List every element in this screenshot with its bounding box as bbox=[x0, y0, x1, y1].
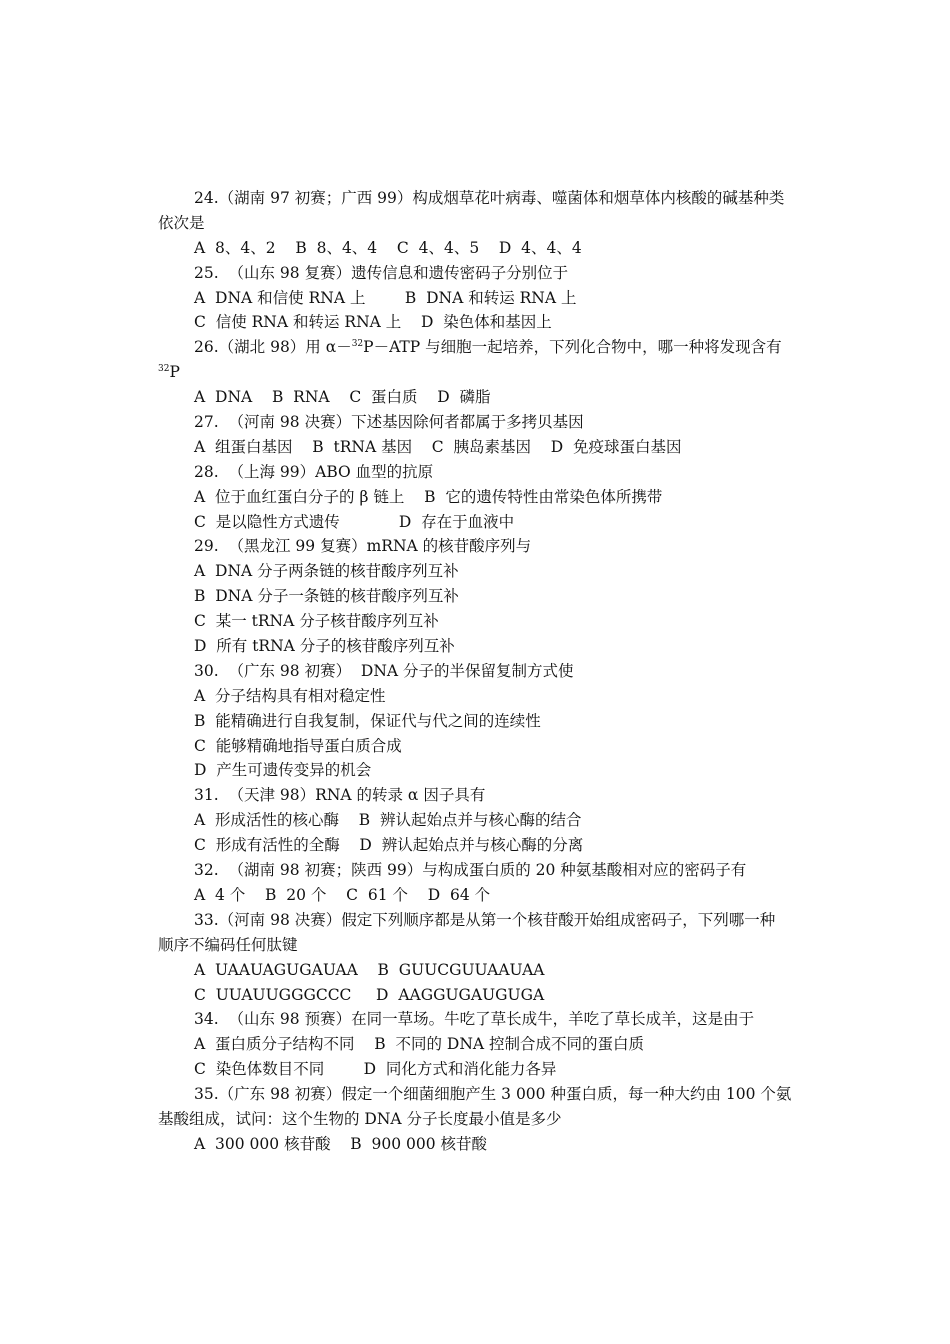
text-line bbox=[158, 286, 798, 311]
text-line bbox=[158, 933, 798, 958]
text-line bbox=[158, 783, 798, 808]
text-line bbox=[158, 335, 798, 360]
text-line bbox=[158, 1107, 798, 1132]
line-text: 35.（广东 98 初赛）假定一个细菌细胞产生 3 000 种蛋白质，每一种大约由 100 个氨 bbox=[194, 1085, 792, 1104]
line-text: 27. （河南 98 决赛）下述基因除何者都属于多拷贝基因 bbox=[194, 413, 584, 432]
line-text: 基酸组成，试问：这个生物的 DNA 分子长度最小值是多少 bbox=[158, 1109, 562, 1128]
line-text: 32. （湖南 98 初赛；陕西 99）与构成蛋白质的 20 种氨基酸相对应的密码子有 bbox=[194, 861, 747, 880]
line-text: A 4 个 B 20 个 C 61 个 D 64 个 bbox=[194, 885, 491, 904]
text-line bbox=[158, 510, 798, 535]
text-line bbox=[158, 709, 798, 734]
line-text: 31. （天津 98）RNA 的转录 α 因子具有 bbox=[194, 786, 486, 805]
line-text: 25. （山东 98 复赛）遗传信息和遗传密码子分别位于 bbox=[194, 263, 569, 282]
line-text: 34. （山东 98 预赛）在同一草场。牛吃了草长成牛，羊吃了草长成羊，这是由于 bbox=[194, 1010, 755, 1029]
line-text: A DNA 分子两条链的核苷酸序列互补 bbox=[194, 562, 459, 581]
line-text: C 信使 RNA 和转运 RNA 上 D 染色体和基因上 bbox=[194, 313, 552, 332]
line-text: 顺序不编码任何肽键 bbox=[158, 935, 298, 954]
line-text: A 300 000 核苷酸 B 900 000 核苷酸 bbox=[194, 1134, 488, 1153]
line-text: A 8、4、2 B 8、4、4 C 4、4、5 D 4、4、4 bbox=[194, 238, 582, 257]
line-text: 33.（河南 98 决赛）假定下列顺序都是从第一个核苷酸开始组成密码子，下列哪一种 bbox=[194, 910, 776, 929]
text-line bbox=[158, 758, 798, 783]
text-line bbox=[158, 833, 798, 858]
text-line bbox=[158, 958, 798, 983]
text-line bbox=[158, 684, 798, 709]
text-line bbox=[158, 410, 798, 435]
line-text: B DNA 分子一条链的核苷酸序列互补 bbox=[194, 587, 459, 606]
text-line bbox=[158, 659, 798, 684]
line-text: A 形成活性的核心酶 B 辨认起始点并与核心酶的结合 bbox=[194, 811, 582, 830]
superscript-text: 32 bbox=[351, 339, 364, 350]
text-line bbox=[158, 858, 798, 883]
line-text: C UUAUUGGGCCC D AAGGUGAUGUGA bbox=[194, 985, 545, 1004]
text-line bbox=[158, 908, 798, 933]
line-text: C 染色体数目不同 D 同化方式和消化能力各异 bbox=[194, 1060, 557, 1079]
line-text: 28. （上海 99）ABO 血型的抗原 bbox=[194, 462, 434, 481]
text-line bbox=[158, 236, 798, 261]
text-line bbox=[158, 310, 798, 335]
text-line bbox=[158, 1082, 798, 1107]
line-text: 24.（湖南 97 初赛；广西 99）构成烟草花叶病毒、噬菌体和烟草体内核酸的碱基种类 bbox=[194, 189, 785, 207]
text-line bbox=[158, 1057, 798, 1082]
text-line bbox=[158, 360, 798, 385]
line-text: A 分子结构具有相对稳定性 bbox=[194, 686, 386, 705]
line-text: A UAAUAGUGAUAA B GUUCGUUAAUAA bbox=[194, 960, 545, 979]
line-text: A DNA B RNA C 蛋白质 D 磷脂 bbox=[194, 388, 491, 407]
line-text: B 能精确进行自我复制，保证代与代之间的连续性 bbox=[194, 711, 541, 730]
text-line bbox=[158, 1007, 798, 1032]
text-line bbox=[158, 584, 798, 609]
line-text-continued: P bbox=[169, 363, 180, 382]
line-text: 30. （广东 98 初赛） DNA 分子的半保留复制方式使 bbox=[194, 661, 574, 680]
text-line bbox=[158, 634, 798, 659]
line-text: D 所有 tRNA 分子的核苷酸序列互补 bbox=[194, 637, 455, 656]
line-text: A DNA 和信使 RNA 上 B DNA 和转运 RNA 上 bbox=[194, 288, 577, 307]
superscript-text: 32 bbox=[158, 364, 170, 375]
text-line bbox=[158, 559, 798, 584]
text-line bbox=[158, 385, 798, 410]
text-line bbox=[158, 534, 798, 559]
line-text: C 是以隐性方式遗传 D 存在于血液中 bbox=[194, 512, 515, 531]
line-text: C 某一 tRNA 分子核苷酸序列互补 bbox=[194, 612, 439, 631]
line-text: A 组蛋白基因 B tRNA 基因 C 胰岛素基因 D 免疫球蛋白基因 bbox=[194, 437, 682, 456]
text-line bbox=[158, 186, 798, 211]
question-list bbox=[158, 186, 798, 1157]
text-line bbox=[158, 435, 798, 460]
text-line bbox=[158, 1132, 798, 1157]
text-line bbox=[158, 983, 798, 1008]
text-line bbox=[158, 734, 798, 759]
text-line bbox=[158, 460, 798, 485]
text-line bbox=[158, 1032, 798, 1057]
line-text-continued: P－ATP 与细胞一起培养，下列化合物中，哪一种将发现含有 bbox=[363, 338, 782, 357]
line-text: A 蛋白质分子结构不同 B 不同的 DNA 控制合成不同的蛋白质 bbox=[194, 1035, 645, 1054]
text-line bbox=[158, 261, 798, 286]
line-text: 26.（湖北 98）用 α－ bbox=[194, 338, 352, 357]
text-line bbox=[158, 485, 798, 510]
line-text: 依次是 bbox=[158, 213, 205, 232]
line-text: D 产生可遗传变异的机会 bbox=[194, 761, 372, 780]
line-text: C 能够精确地指导蛋白质合成 bbox=[194, 736, 402, 755]
text-line bbox=[158, 883, 798, 908]
line-text: C 形成有活性的全酶 D 辨认起始点并与核心酶的分离 bbox=[194, 836, 584, 855]
line-text: A 位于血红蛋白分子的 β 链上 B 它的遗传特性由常染色体所携带 bbox=[194, 487, 663, 506]
text-line bbox=[158, 808, 798, 833]
line-text: 29. （黑龙江 99 复赛）mRNA 的核苷酸序列与 bbox=[194, 537, 532, 556]
text-line bbox=[158, 609, 798, 634]
text-line bbox=[158, 211, 798, 236]
